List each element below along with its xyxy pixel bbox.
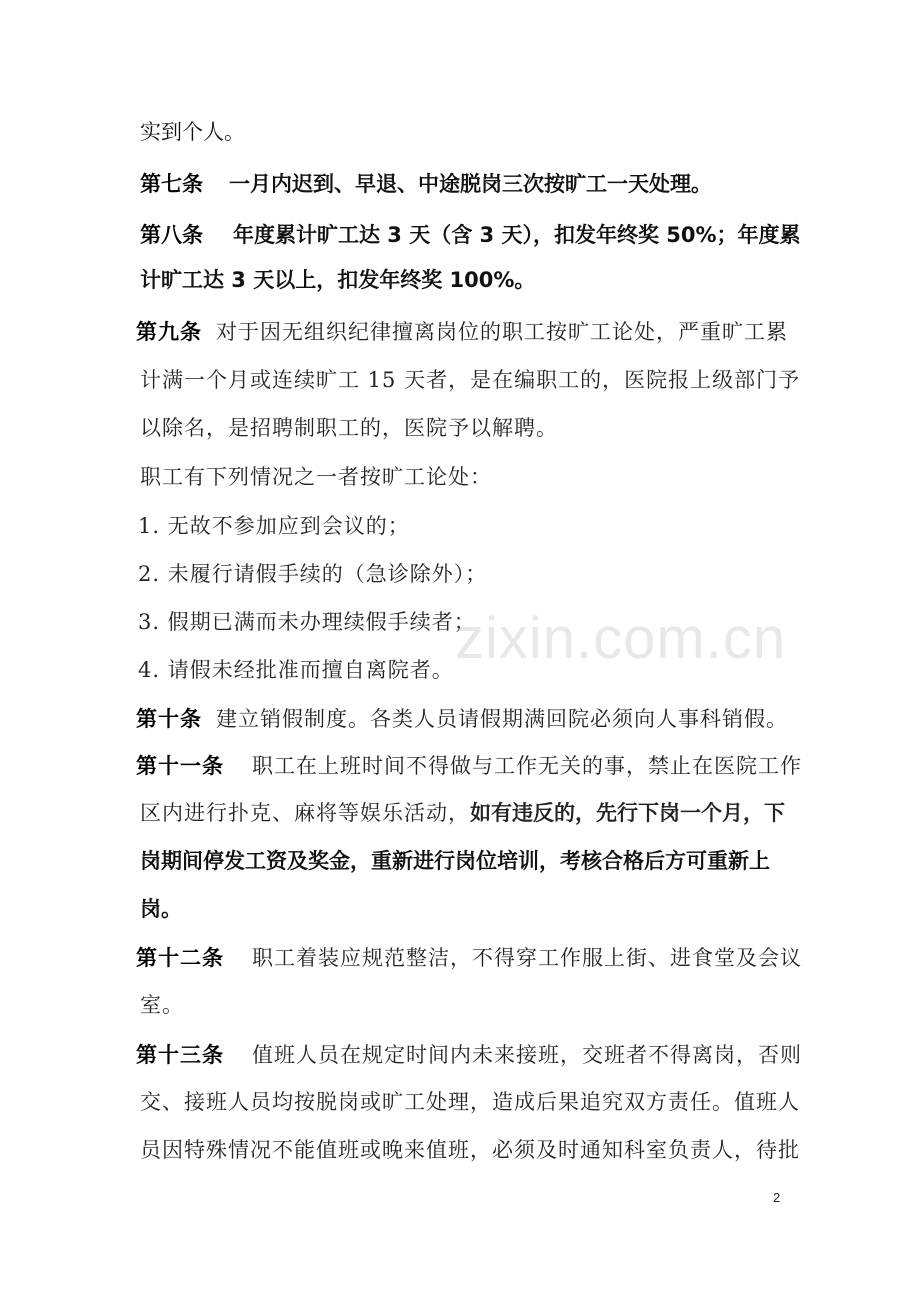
article-7 (140, 170, 712, 198)
text-segment: 区内进行扑克、麻将等娱乐活动， (140, 801, 470, 825)
text-line: 实到个人。 (140, 120, 245, 144)
text-line: 员因特殊情况不能值班或晚来值班，必须及时通知科室负责人，待批 (140, 1138, 800, 1162)
article-text: 一月内迟到、早退、中途脱岗三次按旷工一天处理。 (229, 172, 712, 196)
article-heading: 第十二条 (136, 946, 224, 970)
text-line (140, 799, 785, 827)
text-line: 岗期间停发工资及奖金，重新进行岗位培训，考核合格后方可重新上 (140, 849, 770, 873)
text-line: 交、接班人员均按脱岗或旷工处理，造成后果追究双方责任。值班人 (140, 1090, 800, 1114)
list-item: 4. 请假未经批准而擅自离院者。 (138, 658, 454, 682)
article-12 (136, 944, 802, 972)
list-item: 3. 假期已满而未办理续假手续者； (138, 610, 476, 634)
article-heading: 第十一条 (136, 754, 224, 778)
article-text: 职工在上班时间不得做与工作无关的事，禁止在医院工作 (252, 754, 802, 778)
article-heading: 第七条 (140, 172, 203, 196)
list-item: 2. 未履行请假手续的（急诊除外）； (138, 562, 488, 586)
article-text: 对于因无组织纪律擅离岗位的职工按旷工论处，严重旷工累 (216, 320, 788, 344)
article-10 (136, 705, 788, 733)
article-13 (136, 1041, 802, 1069)
watermark: zixin.com.cn (455, 606, 787, 671)
article-text: 值班人员在规定时间内未来接班，交班者不得离岗，否则 (252, 1043, 802, 1067)
article-heading: 第九条 (136, 320, 202, 344)
article-heading: 第十三条 (136, 1043, 224, 1067)
page-number: 2 (773, 1190, 781, 1205)
article-text: 建立销假制度。各类人员请假期满回院必须向人事科销假。 (216, 707, 788, 731)
article-11 (136, 752, 802, 780)
article-heading: 第八条 (140, 223, 203, 247)
article-heading: 第十条 (136, 707, 202, 731)
text-line: 室。 (140, 993, 184, 1017)
text-line: 职工有下列情况之一者按旷工论处： (140, 465, 492, 489)
text-line: 计满一个月或连续旷工 15 天者，是在编职工的，医院报上级部门予 (140, 368, 801, 392)
text-line: 计旷工达 3 天以上，扣发年终奖 100%。 (140, 268, 536, 292)
text-line: 以除名，是招聘制职工的，医院予以解聘。 (140, 416, 558, 440)
text-line: 岗。 (140, 897, 182, 921)
text-segment-bold: 如有违反的，先行下岗一个月，下 (470, 801, 785, 825)
article-8 (140, 221, 801, 249)
article-text: 年度累计旷工达 3 天（含 3 天），扣发年终奖 50%；年度累 (233, 223, 801, 247)
article-text: 职工着装应规范整洁，不得穿工作服上街、进食堂及会议 (252, 946, 802, 970)
list-item: 1. 无故不参加应到会议的； (138, 514, 410, 538)
article-9 (136, 318, 788, 346)
